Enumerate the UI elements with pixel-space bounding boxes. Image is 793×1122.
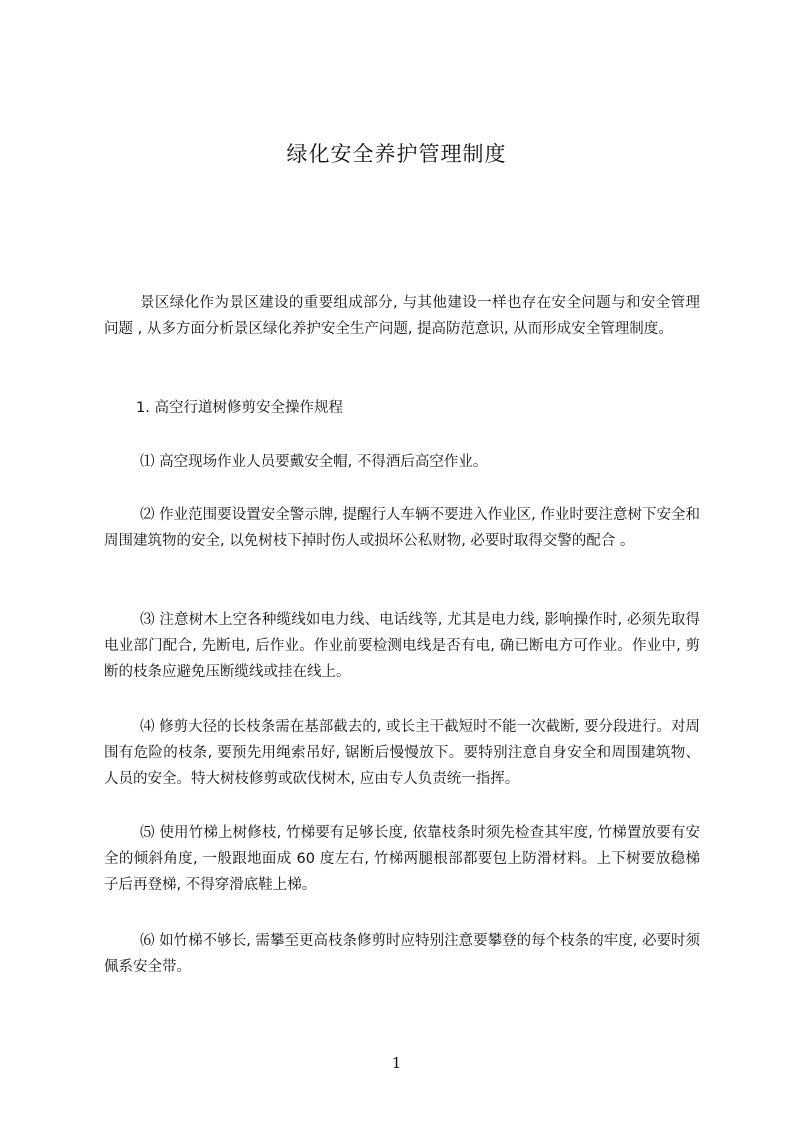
list-item-3: ⑶ 注意树木上空各种缆线如电力线、电话线等, 尤其是电力线, 影响操作时, 必须先取得电业部门配合, 先断电, 后作业。作业前要检测电线是否有电, 确已断电方可作业。作业中, 剪断的枝条应避免压断缆线或挂在线上。 [104,612,700,680]
document-title: 绿化安全养护管理制度 [286,142,507,166]
list-item-2: ⑵ 作业范围要设置安全警示牌, 提醒行人车辆不要进入作业区, 作业时要注意树下安全和周围建筑物的安全, 以免树枝下掉时伤人或损坏公私财物, 必要时取得交警的配合 。 [104,507,700,549]
page-number: 1 [391,1054,402,1072]
list-item-1: ⑴ 高空现场作业人员要戴安全帽, 不得酒后高空作业。 [140,454,488,470]
list-item-6: ⑹ 如竹梯不够长, 需攀至更高枝条修剪时应特别注意要攀登的每个枝条的牢度, 必要时须佩系安全带。 [104,933,700,975]
list-item-4: ⑷ 修剪大径的长枝条需在基部截去的, 或长主干截短时不能一次截断, 要分段进行。对周围有危险的枝条, 要预先用绳索吊好, 锯断后慢慢放下。要特别注意自身安全和周围建筑物、人员的安全。特大树枝修剪或砍伐树木, 应由专人负责统一指挥。 [104,719,700,787]
list-item-5: ⑸ 使用竹梯上树修枝, 竹梯要有足够长度, 依靠枝条时须先检查其牢度, 竹梯置放要有安全的倾斜角度, 一般跟地面成 60 度左右, 竹梯两腿根部都要包上防滑材料。上下树要放稳梯子后再登梯, 不得穿滑底鞋上梯。 [104,825,700,893]
section-heading: 1. 高空行道树修剪安全操作规程 [136,400,343,416]
intro-paragraph: 景区绿化作为景区建设的重要组成部分, 与其他建设一样也存在安全问题与和安全管理问题 , 从多方面分析景区绿化养护安全生产问题, 提高防范意识, 从而形成安全管理制度。 [104,295,700,337]
